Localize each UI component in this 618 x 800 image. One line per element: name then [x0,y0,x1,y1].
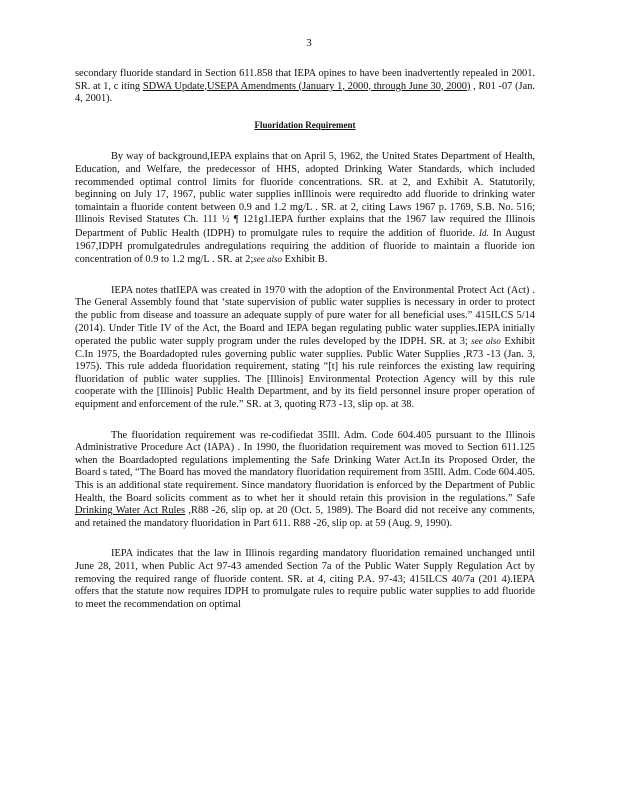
intro-paragraph [75,68,535,106]
section-heading [75,119,535,132]
page-number: 3 [306,37,312,49]
section-heading-text: Fluoridation Requirement [254,119,356,130]
paragraph-iepa-indicates [75,548,535,611]
paragraph-recodified [75,430,535,531]
p1-text-a: By way of background,IEPA explains that on April 5, 1962, the United States Department of Health, Education, and Welfare, the predecessor of HHS, adopted Drinking Water Standards, which included recommended optimal control limits for fluoride concentrations. SR. at 2, and Exhibit A. Statutorily, beginning on July 17, 1967, public water supplies inIllinois were requiredto add fluoride to drinking water tomaintain a fluoride content between 0.9 and 1.2 mg/L . SR. at 2, citing Laws 1967 p. 1769, S.B. No. 516; Illinois Revised Statutes Ch. 111 ½ ¶ 121g1.IEPA further explains that the 1967 law required the Illinois Department of Public Health (IDPH) to promulgate rules to require the addition of fluoride. [75,151,535,239]
paragraph-background [75,151,535,266]
p4-text-a: IEPA indicates that the law in Illinois regarding mandatory fluoridation remained unchanged until June 28, 2011, when Public Act 97-43 amended Section 7a of the Public Water Supply Regulation Act by removing the required range of fluoride content. SR. at 4, citing P.A. 97-43; 415ILCS 40/7a (201 4).IEPA offers that the statute now requires IDPH to promulgate rules to require public water supplies to add fluoride to meet the recommendation on optimal [75,548,535,610]
p1-italic-id: Id. [479,227,489,238]
paragraph-iepa-notes [75,285,535,412]
p1-italic-see-also: see also [253,254,282,265]
p2-italic-see-also: see also [471,336,501,347]
document-body [75,68,535,629]
p3-text-a: The fluoridation requirement was re-codifiedat 35Ill. Adm. Code 604.405 pursuant to the Illinois Administrative Procedure Act (IAPA) . In 1990, the fluoridation requirement was moved to Section 611.125 when the Boardadopted regulations implementing the Safe Drinking Water Act.In its Proposed Order, the Board s tated, “The Board has moved the mandatory fluoridation requirement from 35Ill. Adm. Code 604.405. This is an additional state requirement. Since mandatory fluoridation is enforced by the Department of Public Health, the Board solicits comment as to whet her it should retain this provision in the regulations.” Safe [75,429,535,504]
p1-text-b: In August 1967,IDPH promulgatedrules andregulations requiring the addition of fluoride to maintain a fluoride ion concentration of 0.9 to 1.2 mg/L . SR. at 2; [75,227,535,266]
citation-safe-drinking-water-act-rules: Drinking Water Act Rules [75,505,186,517]
p2-text-a: IEPA notes thatIEPA was created in 1970 with the adoption of the Environmental Protect Act (Act) . The General Assembly found that ‘state supervision of public water supplies is necessary in order to protect the public from disease and toassure an adequate supply of pure water for all beneficial uses.” 415ILCS 5/14 (2014). Under Title IV of the Act, the Board and IEPA began regulating public water supplies.IEPA initially operated the public water supply program under the rules developed by the IDPH. SR. at 3; [75,284,535,348]
p3-text-b: ,R88 -26, slip op. at 20 (Oct. 5, 1989). The Board did not receive any comments, and retained the mandatory fluoridation in Part 611. R88 -26, slip op. at 59 (Aug. 9, 1990). [75,505,535,529]
p2-text-b: Exhibit C.In 1975, the Boardadopted rules governing public water supplies. Public Water Supplies ,R73 -13 (Jan. 3, 1975). This rule addeda fluoridation requirement, stating “[t] his rule reinforces the existing law requiring fluoridation of public water supplies. The [Illinois] Environmental Protection Agency will by this rule cooperate with the [Illinois] Public Health Department, and by its field personnel insure proper operation of equipment and enforcement of the rule.” SR. at 3, quoting R73 -13, slip op. at 38. [75,336,535,411]
p1-text-c: Exhibit B. [282,254,328,266]
intro-text-start: secondary fluoride standard in Section 611.858 that IEPA opines to have been inadvertently repealed in 2001. SR. at 1, c iting [75,68,535,92]
citation-sdwa-update: SDWA Update,USEPA Amendments (January 1, 2000, through June 30, 2000) [142,80,471,92]
intro-text-end: , R01 -07 (Jan. 4, 2001). [75,80,535,105]
